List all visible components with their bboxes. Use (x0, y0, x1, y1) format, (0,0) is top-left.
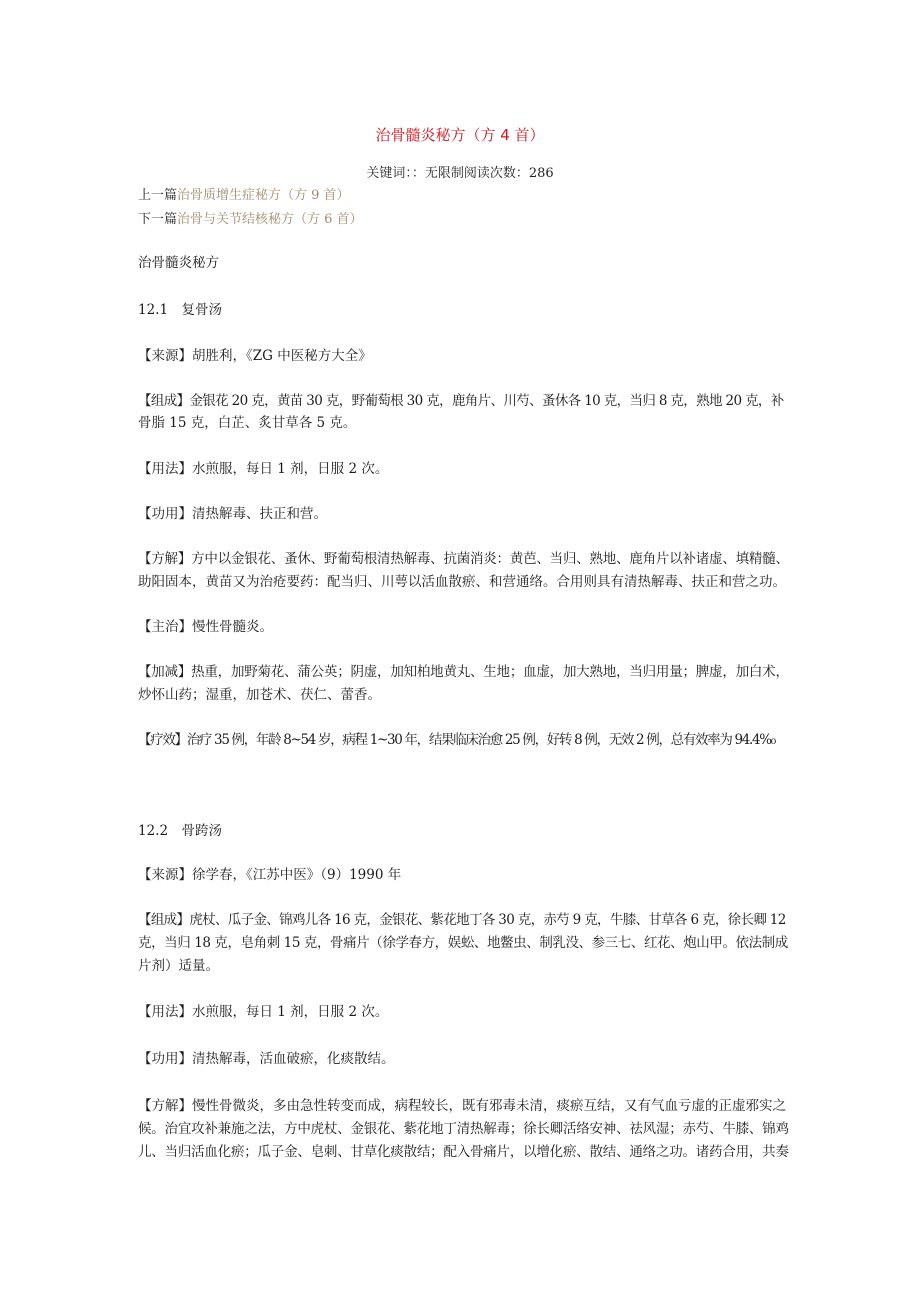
recipe-1-title: 12.1 复骨汤 (138, 302, 223, 318)
recipe-2-explanation-line-3: 儿、当归活血化瘀；瓜子金、皂刺、甘草化痰散结；配入骨痛片，以增化瘀、散结、通络之功。诸药合用，共奏 (138, 1144, 789, 1160)
next-article-nav (138, 208, 363, 227)
recipe-1-efficacy: 【疗效】治疗 35 例，年龄 8~54 岁，病程 1~30 年，结果临床治愈 25 例，好转 8 例，无效 2 例，总有效率为 94.4%₀ (138, 732, 775, 748)
prev-label: 上一篇 (138, 188, 178, 203)
recipe-2-explanation-line-1: 【方解】慢性骨微炎，多由急性转变而成，病程较长，既有邪毒未清，痰瘀互结，又有气血亏虚的正虚邪实之 (138, 1098, 786, 1114)
recipe-2-composition-line-2: 克，当归 18 克，皂角刺 15 克，骨痛片（徐学春方，娱蚣、地鳖虫、制乳没、参三七、红花、炮山甲。依法制成 (138, 935, 788, 951)
recipe-1-function: 【功用】清热解毒、扶正和营。 (138, 506, 327, 522)
recipe-2-function: 【功用】清热解毒，活血破瘀，化痰散结。 (138, 1051, 395, 1067)
recipe-1-composition-line-1: 【组成】金银花 20 克，黄苗 30 克，野葡萄根 30 克，鹿角片、川芍、蚤休各 10 克，当归 8 克，熟地 20 克，补 (138, 393, 784, 409)
recipe-2-source: 【来源】徐学春，《江苏中医》（9）1990 年 (138, 867, 402, 883)
recipe-2-explanation-line-2: 候。治宜攻补兼施之法，方中虎杖、金银花、紫花地丁清热解毒；徐长卿活络安神、祛风湿；赤芍、牛膝、锦鸡 (138, 1121, 789, 1137)
recipe-1-explanation-line-2: 助阳固本，黄苗又为治疮要药：配当归、川萼以活血散瘀、和营通络。合用则具有清热解毒、扶正和营之功。 (138, 574, 786, 590)
recipe-1-source: 【来源】胡胜利，《ZG 中医秘方大全》 (138, 348, 372, 364)
next-article-link[interactable]: 治骨与关节结核秘方（方 6 首） (177, 212, 363, 227)
recipe-1-indication: 【主治】慢性骨髓炎。 (138, 619, 273, 635)
page-title: 治骨髓炎秘方（方 4 首） (375, 126, 545, 144)
recipe-1-composition-line-2: 骨脂 15 克，白芷、炙甘草各 5 克。 (138, 415, 357, 431)
recipe-1-modification-line-2: 炒怀山药；湿重，加苍术、茯仁、蕾香。 (138, 687, 381, 703)
next-label: 下一篇 (138, 212, 178, 227)
recipe-2-composition-line-1: 【组成】虎杖、瓜子金、锦鸡儿各 16 克，金银花、紫花地丁各 30 克，赤芍 9 克，牛膝、甘草各 6 克，徐长卿 12 (138, 912, 786, 928)
section-heading: 治骨髓炎秘方 (138, 255, 219, 271)
article-meta: 关键词：：无限制阅读次数：286 (366, 166, 554, 181)
recipe-2-composition-line-3: 片剂）适量。 (138, 958, 219, 974)
prev-article-link[interactable]: 治骨质增生症秘方（方 9 首） (177, 188, 350, 203)
recipe-1-modification-line-1: 【加减】热重，加野菊花、蒲公英；阴虚，加知柏地黄丸、生地；血虚，加大熟地，当归用量；脾虚，加白术， (138, 664, 789, 680)
recipe-2-title: 12.2 骨跨汤 (138, 823, 223, 839)
recipe-1-usage: 【用法】水煎服，每日 1 剂，日服 2 次。 (138, 461, 389, 477)
recipe-1-explanation-line-1: 【方解】方中以金银花、蚤休、野葡萄根清热解毒、抗菌消炎：黄芭、当归、熟地、鹿角片以补诸虚、填精髓、 (138, 551, 789, 567)
recipe-2-usage: 【用法】水煎服，每日 1 剂，日服 2 次。 (138, 1004, 389, 1020)
prev-article-nav (138, 184, 350, 203)
